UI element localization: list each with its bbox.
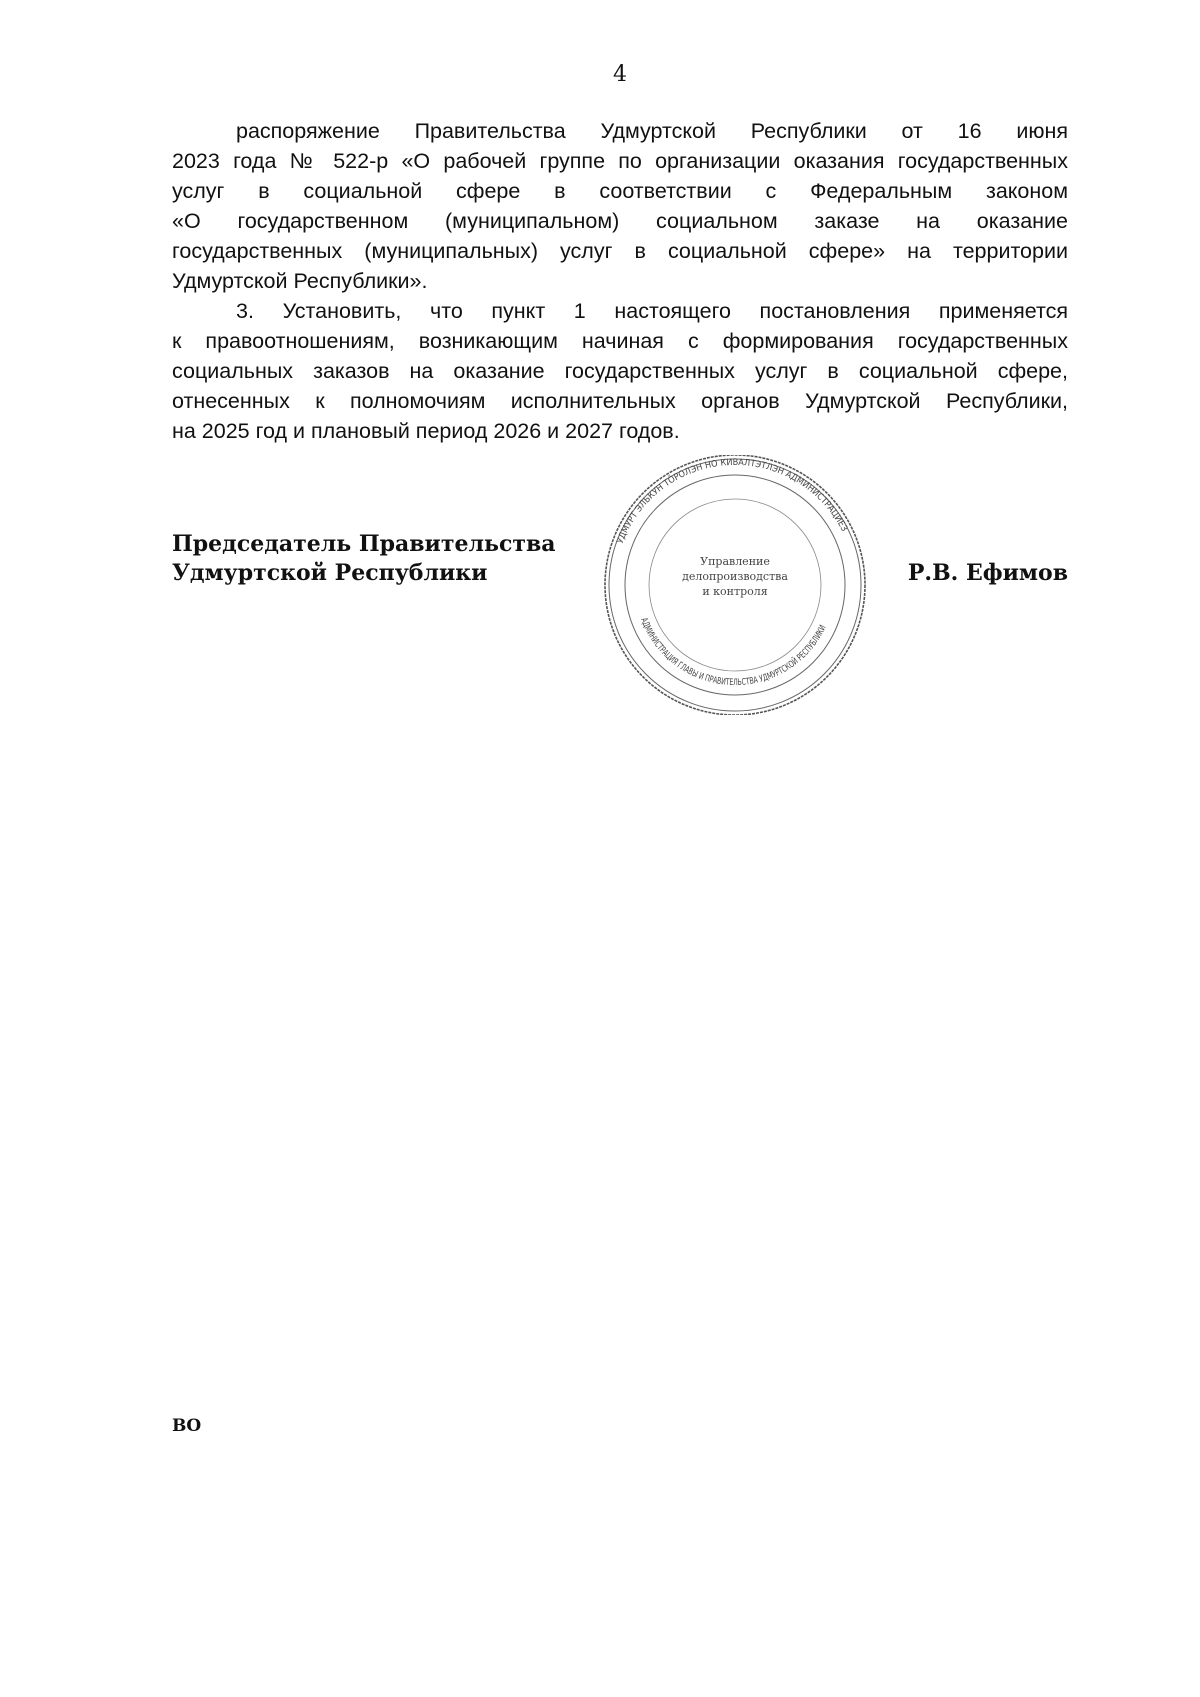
text-line: «О государственном (муниципальном) социальном заказе на оказание <box>172 209 1068 233</box>
text-line: Удмуртской Республики». <box>172 269 428 293</box>
document-body <box>172 116 1068 446</box>
stamp-inner-text: АДМИНИСТРАЦИЯ ГЛАВЫ И ПРАВИТЕЛЬСТВА УДМУРТСКОЙ РЕСПУБЛИКИ <box>638 616 830 689</box>
text-line: отнесенных к полномочиям исполнительных органов Удмуртской Республики, <box>172 389 1068 413</box>
page-number: 4 <box>613 62 627 87</box>
official-stamp <box>600 455 870 715</box>
text-line: к правоотношениям, возникающим начиная с формирования государственных <box>172 329 1068 353</box>
signatory-title-line1: Председатель Правительства <box>172 531 556 557</box>
text-line: социальных заказов на оказание государственных услуг в социальной сфере, <box>172 359 1068 383</box>
stamp-center-line1: Управление <box>700 555 770 568</box>
signatory-name: Р.В. Ефимов <box>907 560 1068 586</box>
text-line: 2023 года № 522-р «О рабочей группе по организации оказания государственных <box>172 149 1068 173</box>
signatory-title-line2: Удмуртской Республики <box>172 560 488 586</box>
text-line: на 2025 год и плановый период 2026 и 2027 годов. <box>172 419 680 443</box>
text-line: услуг в социальной сфере в соответствии с Федеральным законом <box>172 179 1068 203</box>
stamp-outer-text: УДМУРТ ЭЛЬКУН ТӦРОЛЭН НО КИВАЛТЭТЛЭН АДМИНИСТРАЦИЕЗ <box>615 457 850 546</box>
footer-initials: ВО <box>172 1416 202 1436</box>
stamp-center-line2: делопроизводства <box>682 570 788 583</box>
text-line: распоряжение Правительства Удмуртской Республики от 16 июня <box>236 119 1068 143</box>
text-line: 3. Установить, что пункт 1 настоящего постановления применяется <box>236 299 1068 323</box>
stamp-center-line3: и контроля <box>702 585 768 598</box>
text-line: государственных (муниципальных) услуг в социальной сфере» на территории <box>172 239 1068 263</box>
signatory-title <box>172 530 556 588</box>
